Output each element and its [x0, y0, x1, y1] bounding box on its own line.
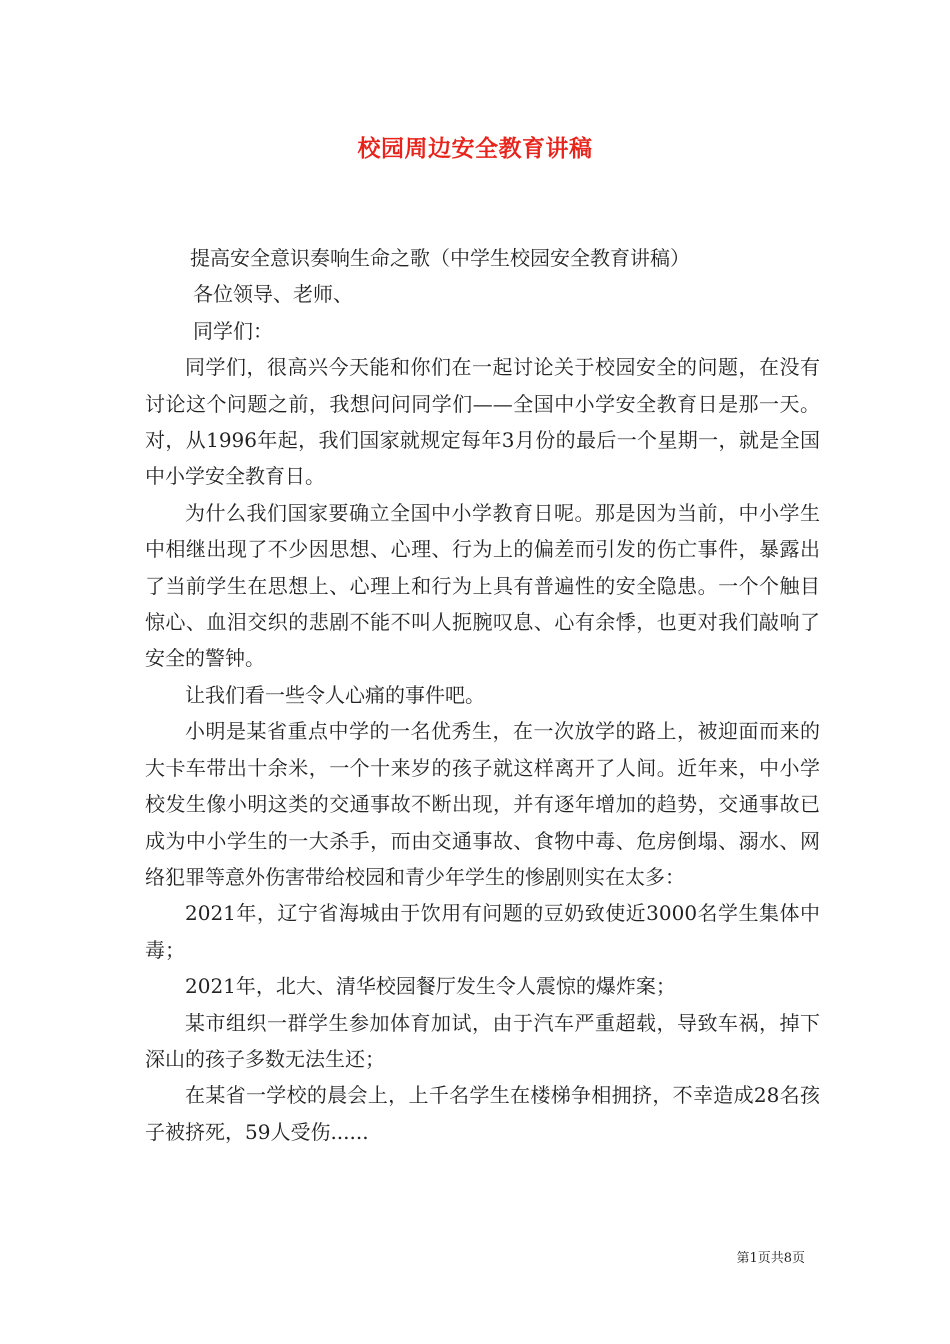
body-paragraph: 2021年，北大、清华校园餐厅发生令人震惊的爆炸案；	[185, 974, 676, 999]
document-title: 校园周边安全教育讲稿	[357, 135, 593, 162]
body-paragraph: 在某省一学校的晨会上，上千名学生在楼梯争相拥挤，不幸造成28名孩子被挤死，59人受伤......	[145, 1083, 820, 1144]
page-number: 第1页共8页	[736, 1251, 805, 1266]
body-paragraph: 2021年，辽宁省海城由于饮用有问题的豆奶致使近3000名学生集体中毒；	[145, 901, 820, 962]
document-body	[145, 240, 820, 1150]
body-paragraph: 同学们，很高兴今天能和你们在一起讨论关于校园安全的问题，在没有讨论这个问题之前，我想问问同学们——全国中小学安全教育日是那一天。对，从1996年起，我们国家就规定每年3月份的最后一个星期一，就是全国中小学安全教育日。	[145, 355, 820, 489]
body-paragraph: 让我们看一些令人心痛的事件吧。	[185, 682, 485, 707]
salutation-line: 各位领导、老师、	[193, 282, 353, 307]
subtitle-paragraph: 提高安全意识奏响生命之歌（中学生校园安全教育讲稿）	[190, 246, 690, 270]
salutation-line: 同学们：	[193, 318, 273, 343]
body-paragraph: 小明是某省重点中学的一名优秀生，在一次放学的路上，被迎面而来的大卡车带出十余米，一个十来岁的孩子就这样离开了人间。近年来，中小学校发生像小明这类的交通事故不断出现，并有逐年增加的趋势，交通事故已成为中小学生的一大杀手，而由交通事故、食物中毒、危房倒塌、溺水、网络犯罪等意外伤害带给校园和青少年学生的惨剧则实在太多：	[145, 719, 820, 889]
body-paragraph: 某市组织一群学生参加体育加试，由于汽车严重超载，导致车祸，掉下深山的孩子多数无法生还；	[145, 1010, 820, 1071]
body-paragraph: 为什么我们国家要确立全国中小学教育日呢。那是因为当前，中小学生中相继出现了不少因思想、心理、行为上的偏差而引发的伤亡事件，暴露出了当前学生在思想上、心理上和行为上具有普遍性的安全隐患。一个个触目惊心、血泪交织的悲剧不能不叫人扼腕叹息、心有余悸，也更对我们敲响了安全的警钟。	[145, 500, 820, 671]
